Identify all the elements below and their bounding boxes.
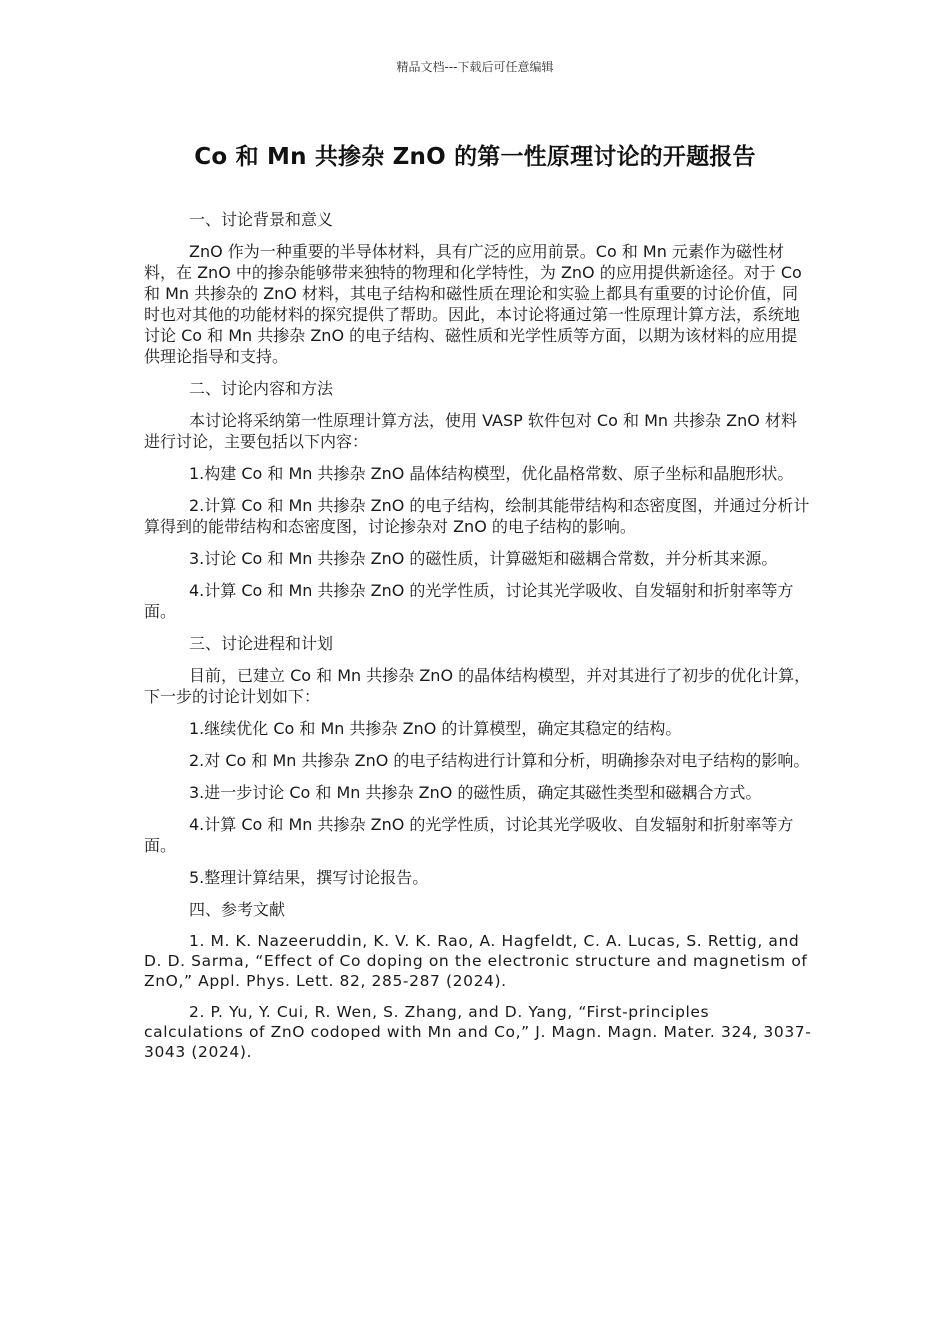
plan-item: 2.对 Co 和 Mn 共掺杂 ZnO 的电子结构进行计算和分析，明确掺杂对电子结构的影响。 bbox=[189, 751, 810, 770]
section-heading-content-methods: 二、讨论内容和方法 bbox=[189, 379, 334, 398]
section-heading-background: 一、讨论背景和意义 bbox=[189, 210, 334, 229]
methods-item: 3.讨论 Co 和 Mn 共掺杂 ZnO 的磁性质，计算磁矩和磁耦合常数，并分析其来源。 bbox=[189, 549, 778, 568]
background-paragraph: ZnO 作为一种重要的半导体材料，具有广泛的应用前景。Co 和 Mn 元素作为磁性材料，在 ZnO 中的掺杂能够带来独特的物理和化学特性，为 ZnO 的应用提供新途径。对于 Co 和 Mn 共掺杂的 ZnO 材料，其电子结构和磁性质在理论和实验上都具有重要的讨论价值，同时也对其他的功能材料的探究提供了帮助。因此，本讨论将通过第一性原理计算方法，系统地讨论 Co 和 Mn 共掺杂 ZnO 的电子结构、磁性质和光学性质等方面，以期为该材料的应用提供理论指导和支持。 bbox=[144, 242, 802, 366]
header-note: 精品文档---下载后可任意编辑 bbox=[396, 60, 554, 74]
document-body bbox=[144, 209, 812, 1073]
methods-intro-paragraph: 本讨论将采纳第一性原理计算方法，使用 VASP 软件包对 Co 和 Mn 共掺杂 ZnO 材料进行讨论，主要包括以下内容： bbox=[144, 411, 797, 451]
plan-item: 3.进一步讨论 Co 和 Mn 共掺杂 ZnO 的磁性质，确定其磁性类型和磁耦合方式。 bbox=[189, 783, 762, 802]
methods-item: 4.计算 Co 和 Mn 共掺杂 ZnO 的光学性质，讨论其光学吸收、自发辐射和折射率等方面。 bbox=[144, 581, 794, 621]
reference-entry: 1. M. K. Nazeeruddin, K. V. K. Rao, A. Hagfeldt, C. A. Lucas, S. Rettig, and D. D. Sarma, “Effect of Co doping on the electronic structure and magnetism of ZnO,” Appl. Phys. Lett. 82, 285-287 (2024). bbox=[144, 932, 808, 990]
section-heading-references: 四、参考文献 bbox=[189, 900, 286, 919]
plan-item: 4.计算 Co 和 Mn 共掺杂 ZnO 的光学性质，讨论其光学吸收、自发辐射和折射率等方面。 bbox=[144, 815, 794, 855]
methods-item: 1.构建 Co 和 Mn 共掺杂 ZnO 晶体结构模型，优化晶格常数、原子坐标和晶胞形状。 bbox=[189, 464, 794, 483]
plan-intro-paragraph: 目前，已建立 Co 和 Mn 共掺杂 ZnO 的晶体结构模型，并对其进行了初步的优化计算，下一步的讨论计划如下： bbox=[144, 666, 811, 706]
document-title: Co 和 Mn 共掺杂 ZnO 的第一性原理讨论的开题报告 bbox=[194, 144, 756, 170]
plan-item: 1.继续优化 Co 和 Mn 共掺杂 ZnO 的计算模型，确定其稳定的结构。 bbox=[189, 719, 682, 738]
methods-item: 2.计算 Co 和 Mn 共掺杂 ZnO 的电子结构，绘制其能带结构和态密度图，并通过分析计算得到的能带结构和态密度图，讨论掺杂对 ZnO 的电子结构的影响。 bbox=[144, 496, 810, 536]
section-heading-progress-plan: 三、讨论进程和计划 bbox=[189, 634, 334, 653]
reference-entry: 2. P. Yu, Y. Cui, R. Wen, S. Zhang, and D. Yang, “First-principles calculations of ZnO codoped with Mn and Co,” J. Magn. Magn. Mater. 324, 3037-3043 (2024). bbox=[144, 1003, 812, 1061]
plan-item: 5.整理计算结果，撰写讨论报告。 bbox=[189, 868, 429, 887]
